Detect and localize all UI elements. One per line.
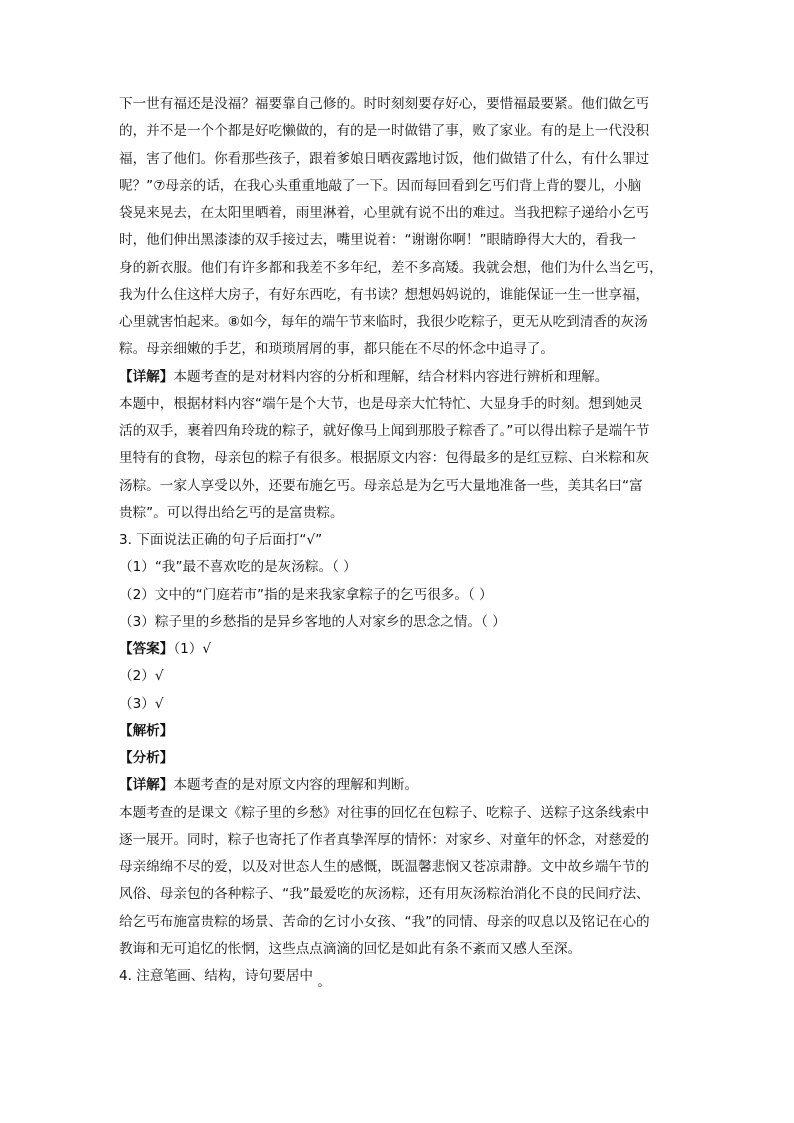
question-item: （2）文中的“门庭若市”指的是来我家拿粽子的乞丐很多。（ ）: [119, 586, 493, 603]
document-page: [119, 91, 675, 990]
detail-text: 本题考查的是对材料内容的分析和理解，结合材料内容进行辨析和理解。: [173, 368, 609, 385]
passage-line: 心里就害怕起来。⑧如今，每年的端午节来临时，我很少吃粽子，更无从吃到清香的灰汤: [119, 314, 648, 330]
analysis-tag: 【解析】: [119, 722, 174, 739]
answer-value: （1）√: [173, 641, 212, 657]
passage-line: 福，害了他们。你看那些孩子，跟着爹娘日晒夜露地讨饭，他们做错了什么，有什么罪过: [119, 150, 650, 167]
fenxi-tag: 【分析】: [119, 750, 174, 766]
explanation-line: 汤粽。一家人享受以外，还要布施乞丐。母亲总是为乞丐大量地准备一些，美其名曰“富: [119, 477, 643, 494]
detail-line: [119, 772, 675, 799]
explanation-line: 里特有的食物，母亲包的粽子有很多。根据原文内容：包得最多的是红豆粽、白米粽和灰: [119, 450, 650, 467]
passage-line: 下一世有福还是没福？福要靠自己修的。时时刻刻要存好心，要惜福最要紧。他们做乞丐: [119, 96, 650, 112]
passage-line: 袋晃来晃去，在太阳里晒着，雨里淋着，心里就有说不出的难过。当我把粽子递给小乞丐: [119, 205, 650, 221]
explanation-line: 本题考查的是课文《粽子里的乡愁》对往事的回忆在包粽子、吃粽子、送粽子这条线索中: [119, 804, 650, 821]
question-item: （3）粽子里的乡愁指的是异乡客地的人对家乡的思念之情。（ ）: [119, 613, 506, 630]
answer-value: （2）√: [119, 668, 164, 685]
passage: [119, 91, 675, 364]
explanation-line: 母亲绵绵不尽的爱，以及对世态人生的感慨，既温馨悲悯又苍凉肃静。文中故乡端午节的: [119, 859, 650, 875]
answer-value: （3）√: [119, 695, 164, 712]
explanation-line: 本题中，根据材料内容“端午是个大节，也是母亲大忙特忙、大显身手的时刻。想到她灵: [119, 395, 643, 412]
answer-tag: 【答案】: [119, 641, 174, 657]
answer-line: [119, 636, 675, 663]
explanation-line: 活的双手，裹着四角玲珑的粽子，就好像马上闻到那股子粽香了。”可以得出粽子是端午节: [119, 423, 650, 439]
detail-tag: 【详解】: [119, 777, 174, 794]
question-title: 3. 下面说法正确的句子后面打“√”: [119, 532, 323, 548]
explanation-line: 风俗、母亲包的各种粽子、“我”最爱吃的灰汤粽，还有用灰汤粽治消化不良的民间疗法、: [119, 886, 650, 903]
question-item: （1）“我”最不喜欢吃的是灰汤粽。（ ）: [119, 559, 357, 576]
question-4: [119, 963, 675, 990]
q2-detail: [119, 364, 675, 391]
q2-explanation: [119, 391, 675, 527]
question-title: 4. 注意笔画、结构，诗句要居中: [119, 968, 314, 984]
passage-line: 身的新衣服。他们有许多都和我差不多年纪，差不多高矮。我就会想，他们为什么当乞丐，: [119, 259, 663, 276]
question-3: [119, 527, 675, 963]
explanation-line: 给乞丐布施富贵粽的场景、苦命的乞讨小女孩、“我”的同情、母亲的叹息以及铭记在心的: [119, 913, 650, 930]
passage-line: 粽。母亲细嫩的手艺，和琐琐屑屑的事，都只能在不尽的怀念中追寻了。: [119, 341, 554, 358]
explanation-line: 教诲和无可追忆的怅惘，这些点点滴滴的回忆是如此有条不紊而又感人至深。: [119, 940, 582, 957]
explanation-line: 贵粽”。可以得出给乞丐的是富贵粽。: [119, 504, 344, 521]
explanation-line: 逐一展开。同时，粽子也寄托了作者真挚浑厚的情怀：对家乡、对童年的怀念，对慈爱的: [119, 831, 650, 848]
passage-line: 时，他们伸出黑漆漆的双手接过去，嘴里说着：“谢谢你啊！”眼睛睁得大大的，看我一: [119, 232, 637, 249]
detail-text: 本题考查的是对原文内容的理解和判断。: [173, 777, 419, 794]
trailing-mark: 。: [317, 974, 331, 990]
passage-line: 呢？”⑦母亲的话，在我心头重重地敲了一下。因而每回看到乞丐们背上背的婴儿，小脑: [119, 177, 642, 194]
passage-line: 的，并不是一个个都是好吃懒做的，有的是一时做错了事，败了家业。有的是上一代没积: [119, 123, 650, 140]
passage-line: 我为什么住这样大房子，有好东西吃，有书读？想想妈妈说的，谁能保证一生一世享福，: [119, 286, 650, 303]
detail-tag: 【详解】: [119, 368, 174, 385]
